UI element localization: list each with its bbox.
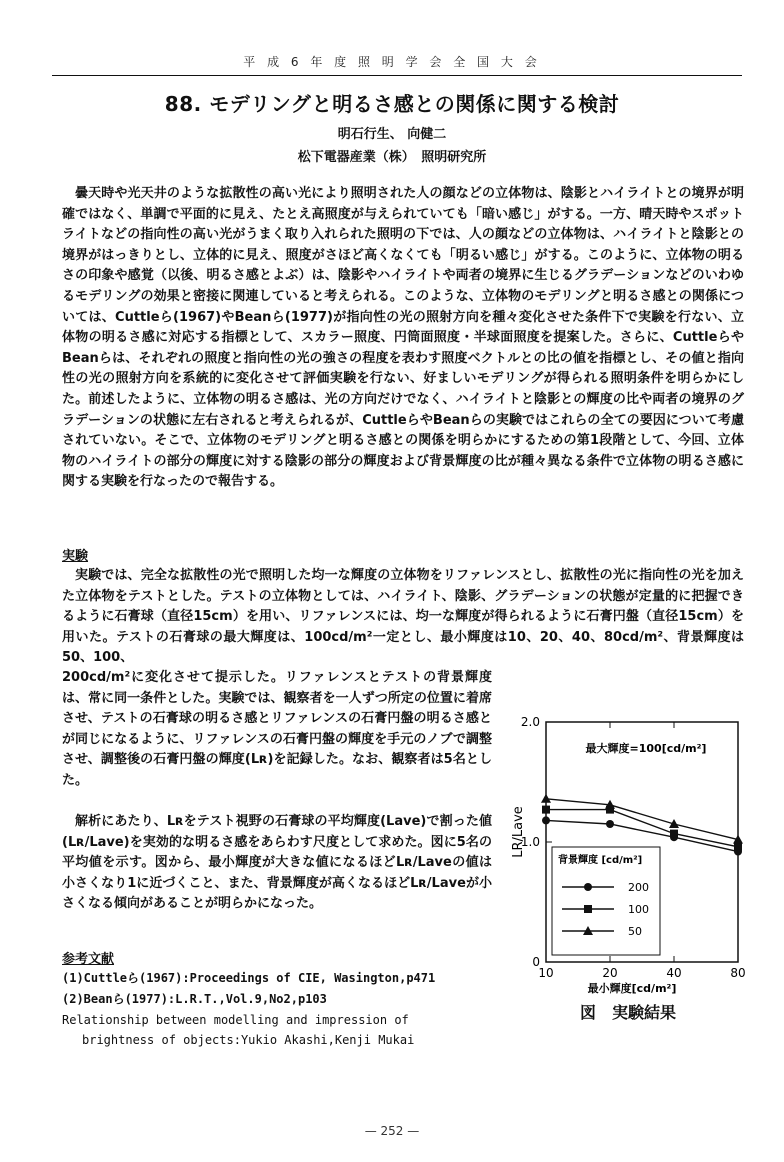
paper-authors: 明石行生、 向健二 [337, 127, 447, 142]
series-line-100 [546, 810, 738, 847]
legend-label-200: 200 [628, 881, 649, 894]
conference-header: 平 成 6 年 度 照 明 学 会 全 国 大 会 [243, 55, 541, 69]
legend-marker-100 [584, 905, 592, 913]
y-axis-label: LR/Lave [511, 806, 526, 858]
experiment-paragraph-narrow: 200cd/m²に変化させて提示した。リファレンスとテストの背景輝度は、常に同一条件とした。実験では、観察者を一人ずつ所定の位置に着席させ、テストの石膏球の明るさ感とリファレンスの石膏円盤の明るさ感とが同じになるように、リファレンスの石膏円盤の輝度を手元のノブで調整させ、調整後の石膏円盤の輝度(Lʀ)を記録した。なお、観察者は5名とした。 [62, 670, 492, 788]
paper-affiliation: 松下電器産業（株） 照明研究所 [297, 150, 487, 165]
chart-title: 最大輝度=100[cd/m²] [585, 742, 707, 755]
intro-paragraph: 曇天時や光天井のような拡散性の高い光により照明された人の顔などの立体物は、陰影とハイライトとの境界が明確ではなく、単調で平面的に見え、たとえ高照度が与えられていても「暗い感じ」がする。一方、晴天時やスポットライトなどの指向性の高い光がうまく取り入れられた照明の下では、人の顔などの立体物は、ハイライトと陰影との境界がはっきりとし、立体的に見え、照度がさほど高くなくても「明るい感じ」がする。このように、立体物の明るさの印象や感覚（以後、明るさ感とよぶ）は、陰影やハイライトや両者の境界に生じるグラデーションなどのいわゆるモデリングの効果と密接に関連していると考えられる。このような、立体物のモデリングと明るさ感との関係については、Cuttleら(1967)やBeanら(1977)が指向性の光の照射方向を種々変化させた条件下で実験を行ない、立体物の明るさ感に対応する指標として、スカラー照度、円筒面照度・半球面照度を提案した。さらに、CuttleらやBeanらは、それぞれの照度と指向性の光の強さの程度を表わす照度ベクトルとの比の値を指標とし、その値と指向性の光の照射方向を系統的に変化させて評価実験を行ない、好ましいモデリングが得られる照明条件を明らかにした。前述したように、立体物の明るさ感は、光の方向だけでなく、ハイライトと陰影との輝度の比や両者の境界のグラデーションの状態に左右されると考えられるが、CuttleらやBeanらの実験ではこれらの全ての要因について考慮されていない。そこで、立体物のモデリングと明るさ感との関係を明らかにするための第1段階として、今回、立体物のハイライトの部分の輝度に対する陰影の部分の輝度および背景輝度の比が種々異なる条件で立体物の明るさ感に関する実験を行なったので報告する。 [62, 186, 744, 490]
references-list [62, 968, 532, 1009]
english-title-line1: Relationship between modelling and impression of [62, 1013, 409, 1027]
x-tick-label: 40 [666, 966, 682, 980]
x-tick-label: 10 [538, 966, 554, 980]
x-axis-label: 最小輝度[cd/m²] [587, 982, 677, 995]
figure-caption: 図 実験結果 [580, 1003, 677, 1022]
english-title-line2: brightness of objects:Yukio Akashi,Kenji Mukai [82, 1033, 415, 1047]
data-point-100 [670, 830, 678, 838]
result-chart [508, 712, 758, 1032]
data-point-200 [606, 820, 614, 828]
x-tick-label: 20 [602, 966, 618, 980]
analysis-paragraph: 解析にあたり、Lʀをテスト視野の石膏球の平均輝度(Lave)で割った値(Lʀ/Lave)を実効的な明るさ感をあらわす尺度として求めた。図に5名の平均値を示す。図から、最小輝度が大きな値になるほどLʀ/Laveの値は小さくなり1に近づくこと、また、背景輝度が高くなるほどLʀ/Laveが小さくなる傾向があることが明らかになった。 [62, 814, 492, 912]
y-tick-label: 1.0 [520, 835, 540, 849]
result-chart-svg [508, 712, 758, 1012]
y-tick-label: 2.0 [520, 715, 540, 729]
data-point-100 [734, 843, 742, 851]
series-line-50 [546, 799, 738, 840]
english-title [62, 1010, 532, 1050]
y-tick-label: 0 [532, 955, 540, 969]
header-rule [52, 75, 742, 76]
page-number: — 252 — [364, 1124, 420, 1138]
reference-item: (1)Cuttleら(1967):Proceedings of CIE, Wasington,p471 [62, 971, 436, 985]
experiment-paragraph-full: 実験では、完全な拡散性の光で照明した均一な輝度の立体物をリファレンスとし、拡散性の光に指向性の光を加えた立体物をテストとした。テストの立体物としては、ハイライト、陰影、グラデーションの状態が定量的に把握できるように石膏球（直径15cm）を用い、リファレンスには、均一な輝度が得られるように石膏円盤（直径15cm）を用いた。テストの石膏球の最大輝度は、100cd/m²一定とし、最小輝度は10、20、40、80cd/m²、背景輝度は50、100、 [62, 568, 744, 666]
reference-item: (2)Beanら(1977):L.R.T.,Vol.9,No2,p103 [62, 991, 327, 1006]
legend-label-50: 50 [628, 925, 642, 938]
legend-title: 背景輝度 [cd/m²] [558, 855, 643, 866]
references-heading: 参考文献 [62, 952, 115, 967]
data-point-200 [542, 816, 550, 824]
data-point-100 [542, 806, 550, 814]
data-point-50 [541, 794, 551, 803]
legend-marker-200 [584, 883, 592, 891]
legend-label-100: 100 [628, 903, 649, 916]
x-tick-label: 80 [730, 966, 746, 980]
paper-title: 88. モデリングと明るさ感との関係に関する検討 [164, 92, 620, 116]
section-heading-experiment: 実験 [62, 549, 89, 564]
